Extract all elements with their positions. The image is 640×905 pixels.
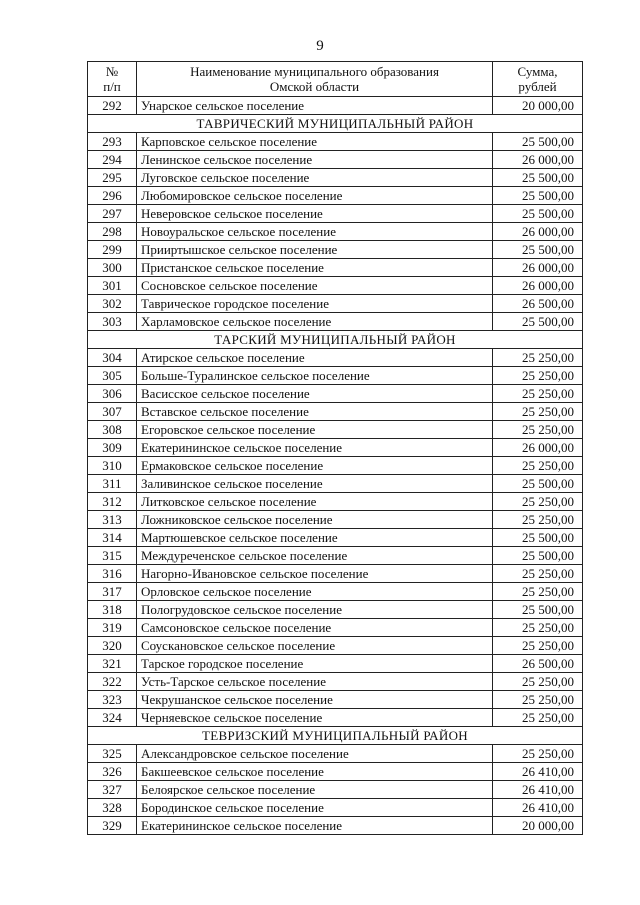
row-number: 314 bbox=[88, 529, 137, 547]
table-row bbox=[88, 241, 583, 259]
municipality-name: Егоровское сельское поселение bbox=[137, 421, 493, 439]
row-number: 294 bbox=[88, 151, 137, 169]
municipality-name: Бакшеевское сельское поселение bbox=[137, 763, 493, 781]
district-heading-row bbox=[88, 331, 583, 349]
table-row bbox=[88, 673, 583, 691]
table-row bbox=[88, 169, 583, 187]
municipality-name: Атирское сельское поселение bbox=[137, 349, 493, 367]
row-number: 299 bbox=[88, 241, 137, 259]
table-row bbox=[88, 349, 583, 367]
district-heading: ТАВРИЧЕСКИЙ МУНИЦИПАЛЬНЫЙ РАЙОН bbox=[88, 115, 583, 133]
municipality-name: Таврическое городское поселение bbox=[137, 295, 493, 313]
row-number: 310 bbox=[88, 457, 137, 475]
table-row bbox=[88, 133, 583, 151]
municipality-name: Луговское сельское поселение bbox=[137, 169, 493, 187]
municipality-name: Сосновское сельское поселение bbox=[137, 277, 493, 295]
row-number: 302 bbox=[88, 295, 137, 313]
district-heading-row bbox=[88, 727, 583, 745]
municipality-name: Ермаковское сельское поселение bbox=[137, 457, 493, 475]
row-number: 326 bbox=[88, 763, 137, 781]
row-number: 303 bbox=[88, 313, 137, 331]
row-number: 295 bbox=[88, 169, 137, 187]
municipality-name: Екатерининское сельское поселение bbox=[137, 817, 493, 835]
amount: 20 000,00 bbox=[493, 97, 583, 115]
municipality-name: Новоуральское сельское поселение bbox=[137, 223, 493, 241]
row-number: 316 bbox=[88, 565, 137, 583]
amount: 25 500,00 bbox=[493, 133, 583, 151]
municipality-name: Орловское сельское поселение bbox=[137, 583, 493, 601]
district-heading: ТАРСКИЙ МУНИЦИПАЛЬНЫЙ РАЙОН bbox=[88, 331, 583, 349]
municipality-name: Тарское городское поселение bbox=[137, 655, 493, 673]
amount: 25 500,00 bbox=[493, 313, 583, 331]
amount: 25 250,00 bbox=[493, 511, 583, 529]
municipality-name: Черняевское сельское поселение bbox=[137, 709, 493, 727]
row-number: 308 bbox=[88, 421, 137, 439]
table-row bbox=[88, 511, 583, 529]
header-sum-line1: Сумма, bbox=[517, 64, 558, 79]
table-row bbox=[88, 709, 583, 727]
amount: 25 250,00 bbox=[493, 619, 583, 637]
table-row bbox=[88, 187, 583, 205]
municipality-name: Ленинское сельское поселение bbox=[137, 151, 493, 169]
amount: 25 500,00 bbox=[493, 205, 583, 223]
row-number: 322 bbox=[88, 673, 137, 691]
row-number: 321 bbox=[88, 655, 137, 673]
header-number bbox=[88, 62, 137, 97]
table-row bbox=[88, 385, 583, 403]
row-number: 325 bbox=[88, 745, 137, 763]
amount: 25 500,00 bbox=[493, 187, 583, 205]
row-number: 327 bbox=[88, 781, 137, 799]
municipality-name: Неверовское сельское поселение bbox=[137, 205, 493, 223]
row-number: 328 bbox=[88, 799, 137, 817]
municipality-name: Литковское сельское поселение bbox=[137, 493, 493, 511]
municipality-name: Нагорно-Ивановское сельское поселение bbox=[137, 565, 493, 583]
row-number: 304 bbox=[88, 349, 137, 367]
amount: 25 500,00 bbox=[493, 529, 583, 547]
amount: 26 500,00 bbox=[493, 655, 583, 673]
municipality-name: Харламовское сельское поселение bbox=[137, 313, 493, 331]
municipal-payments-table bbox=[87, 61, 583, 835]
amount: 25 250,00 bbox=[493, 421, 583, 439]
amount: 26 000,00 bbox=[493, 151, 583, 169]
municipality-name: Пологрудовское сельское поселение bbox=[137, 601, 493, 619]
table-row bbox=[88, 295, 583, 313]
amount: 25 500,00 bbox=[493, 475, 583, 493]
row-number: 324 bbox=[88, 709, 137, 727]
table-row bbox=[88, 745, 583, 763]
table-row bbox=[88, 223, 583, 241]
amount: 25 250,00 bbox=[493, 637, 583, 655]
row-number: 298 bbox=[88, 223, 137, 241]
municipality-name: Бородинское сельское поселение bbox=[137, 799, 493, 817]
header-name bbox=[137, 62, 493, 97]
table-row bbox=[88, 367, 583, 385]
row-number: 312 bbox=[88, 493, 137, 511]
row-number: 293 bbox=[88, 133, 137, 151]
table-row bbox=[88, 151, 583, 169]
amount: 25 250,00 bbox=[493, 565, 583, 583]
municipality-name: Усть-Тарское сельское поселение bbox=[137, 673, 493, 691]
row-number: 297 bbox=[88, 205, 137, 223]
table-row bbox=[88, 637, 583, 655]
municipality-name: Белоярское сельское поселение bbox=[137, 781, 493, 799]
row-number: 315 bbox=[88, 547, 137, 565]
table-row bbox=[88, 529, 583, 547]
row-number: 317 bbox=[88, 583, 137, 601]
amount: 25 500,00 bbox=[493, 601, 583, 619]
amount: 25 250,00 bbox=[493, 367, 583, 385]
municipality-name: Мартюшевское сельское поселение bbox=[137, 529, 493, 547]
table-row bbox=[88, 205, 583, 223]
row-number: 307 bbox=[88, 403, 137, 421]
amount: 26 000,00 bbox=[493, 223, 583, 241]
municipality-name: Заливинское сельское поселение bbox=[137, 475, 493, 493]
amount: 25 500,00 bbox=[493, 547, 583, 565]
table-row bbox=[88, 655, 583, 673]
amount: 25 250,00 bbox=[493, 385, 583, 403]
row-number: 313 bbox=[88, 511, 137, 529]
table-row bbox=[88, 763, 583, 781]
table-row bbox=[88, 691, 583, 709]
amount: 25 250,00 bbox=[493, 493, 583, 511]
row-number: 301 bbox=[88, 277, 137, 295]
municipality-name: Васисское сельское поселение bbox=[137, 385, 493, 403]
row-number: 292 bbox=[88, 97, 137, 115]
table-row bbox=[88, 583, 583, 601]
municipality-name: Унарское сельское поселение bbox=[137, 97, 493, 115]
table-row bbox=[88, 547, 583, 565]
header-sum-line2: рублей bbox=[518, 79, 557, 94]
table-row bbox=[88, 421, 583, 439]
amount: 25 250,00 bbox=[493, 457, 583, 475]
municipality-name: Вставское сельское поселение bbox=[137, 403, 493, 421]
municipality-name: Самсоновское сельское поселение bbox=[137, 619, 493, 637]
amount: 25 500,00 bbox=[493, 241, 583, 259]
row-number: 320 bbox=[88, 637, 137, 655]
table-row bbox=[88, 277, 583, 295]
table-header bbox=[88, 62, 583, 97]
row-number: 311 bbox=[88, 475, 137, 493]
amount: 26 000,00 bbox=[493, 277, 583, 295]
header-name-line2: Омской области bbox=[269, 79, 360, 94]
municipality-name: Междуреченское сельское поселение bbox=[137, 547, 493, 565]
row-number: 300 bbox=[88, 259, 137, 277]
row-number: 329 bbox=[88, 817, 137, 835]
amount: 26 410,00 bbox=[493, 799, 583, 817]
row-number: 296 bbox=[88, 187, 137, 205]
page-number: 9 bbox=[316, 38, 324, 54]
row-number: 319 bbox=[88, 619, 137, 637]
municipality-name: Прииртышское сельское поселение bbox=[137, 241, 493, 259]
header-number-line1: № bbox=[105, 64, 119, 79]
header-name-line1: Наименование муниципального образования bbox=[190, 64, 439, 79]
amount: 25 250,00 bbox=[493, 583, 583, 601]
municipality-name: Александровское сельское поселение bbox=[137, 745, 493, 763]
amount: 26 000,00 bbox=[493, 439, 583, 457]
table-row bbox=[88, 619, 583, 637]
municipality-name: Пристанское сельское поселение bbox=[137, 259, 493, 277]
row-number: 306 bbox=[88, 385, 137, 403]
amount: 25 250,00 bbox=[493, 349, 583, 367]
municipality-name: Екатерининское сельское поселение bbox=[137, 439, 493, 457]
amount: 25 250,00 bbox=[493, 691, 583, 709]
table-row bbox=[88, 457, 583, 475]
district-heading-row bbox=[88, 115, 583, 133]
table-row bbox=[88, 799, 583, 817]
municipality-name: Чекрушанское сельское поселение bbox=[137, 691, 493, 709]
amount: 25 250,00 bbox=[493, 403, 583, 421]
header-number-line2: п/п bbox=[103, 79, 121, 94]
municipality-name: Больше-Туралинское сельское поселение bbox=[137, 367, 493, 385]
table-row bbox=[88, 313, 583, 331]
table-row bbox=[88, 601, 583, 619]
municipality-name: Любомировское сельское поселение bbox=[137, 187, 493, 205]
row-number: 305 bbox=[88, 367, 137, 385]
table-body bbox=[88, 97, 583, 835]
row-number: 318 bbox=[88, 601, 137, 619]
table-row bbox=[88, 565, 583, 583]
amount: 25 250,00 bbox=[493, 673, 583, 691]
amount: 26 500,00 bbox=[493, 295, 583, 313]
header-sum bbox=[493, 62, 583, 97]
municipality-name: Карповское сельское поселение bbox=[137, 133, 493, 151]
table-row bbox=[88, 97, 583, 115]
table-row bbox=[88, 781, 583, 799]
table-row bbox=[88, 817, 583, 835]
municipality-name: Ложниковское сельское поселение bbox=[137, 511, 493, 529]
amount: 26 410,00 bbox=[493, 781, 583, 799]
amount: 20 000,00 bbox=[493, 817, 583, 835]
municipality-name: Соускановское сельское поселение bbox=[137, 637, 493, 655]
amount: 25 500,00 bbox=[493, 169, 583, 187]
district-heading: ТЕВРИЗСКИЙ МУНИЦИПАЛЬНЫЙ РАЙОН bbox=[88, 727, 583, 745]
table-row bbox=[88, 439, 583, 457]
amount: 26 000,00 bbox=[493, 259, 583, 277]
amount: 25 250,00 bbox=[493, 745, 583, 763]
amount: 26 410,00 bbox=[493, 763, 583, 781]
row-number: 323 bbox=[88, 691, 137, 709]
row-number: 309 bbox=[88, 439, 137, 457]
table-row bbox=[88, 475, 583, 493]
table-row bbox=[88, 403, 583, 421]
table-row bbox=[88, 259, 583, 277]
amount: 25 250,00 bbox=[493, 709, 583, 727]
table-row bbox=[88, 493, 583, 511]
